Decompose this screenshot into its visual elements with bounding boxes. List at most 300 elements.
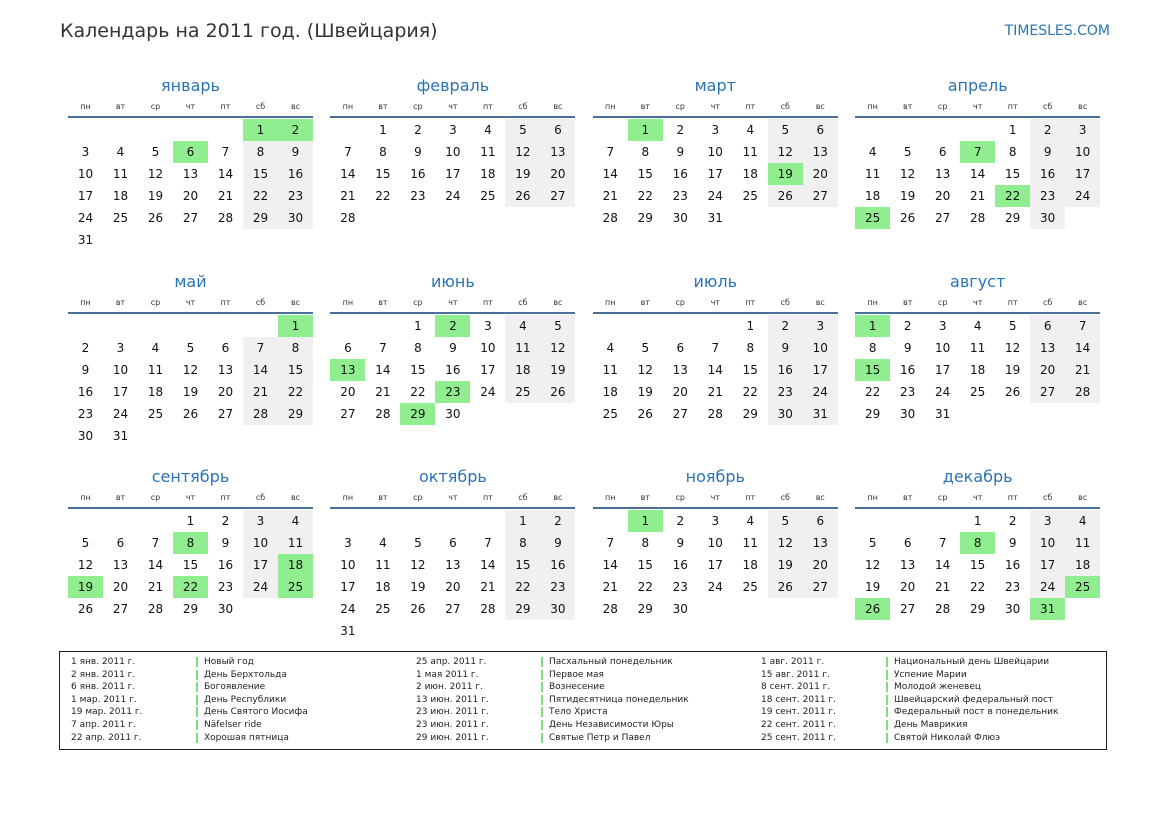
- day-cell: 23: [768, 381, 803, 403]
- day-cell: 2: [1030, 119, 1065, 141]
- weekday-label: пн: [867, 102, 878, 111]
- weekday-label: пн: [342, 297, 354, 307]
- empty-cell: [890, 119, 925, 141]
- weekday-header: [68, 491, 313, 505]
- holiday-day-cell: 25: [855, 207, 890, 229]
- month-block: [68, 75, 313, 271]
- day-cell: 31: [707, 211, 723, 225]
- day-cell: 30: [900, 406, 916, 421]
- holiday-marker: [886, 695, 888, 705]
- empty-cell: [593, 119, 628, 141]
- holiday-name: День Независимости Юры: [549, 719, 674, 730]
- holiday-marker: [196, 733, 198, 743]
- day-cell: 15: [742, 362, 758, 377]
- day-cell: 13: [112, 558, 129, 572]
- day-cell: 29: [1005, 211, 1021, 225]
- day-cell: 21: [480, 580, 496, 594]
- weekday-label: чт: [185, 297, 196, 307]
- weekday-label: пн: [80, 102, 91, 111]
- header-divider: [68, 116, 313, 118]
- legend-item: [416, 706, 761, 719]
- header-divider: [593, 312, 838, 314]
- day-cell: 24: [445, 189, 461, 203]
- day-cell: 21: [970, 189, 986, 203]
- day-cell: 31: [340, 624, 356, 638]
- day-cell: 10: [112, 362, 129, 377]
- day-cell: 12: [768, 141, 803, 163]
- holiday-date: 1 мая 2011 г.: [416, 669, 479, 680]
- day-cell: 21: [340, 189, 356, 203]
- holiday-name: Успение Марии: [894, 669, 967, 680]
- day-cell: 17: [340, 580, 356, 594]
- day-cell: 27: [340, 406, 356, 421]
- day-cell: 19: [865, 580, 881, 594]
- day-cell: 30: [1030, 207, 1065, 229]
- weekday-label: пн: [867, 297, 878, 307]
- holiday-marker: [886, 682, 888, 692]
- day-cell: 17: [803, 359, 838, 381]
- day-cell: 8: [641, 536, 650, 550]
- holiday-day-cell: 31: [1030, 598, 1065, 620]
- holiday-date: 13 июн. 2011 г.: [416, 694, 489, 705]
- day-cell: 14: [217, 167, 234, 181]
- holiday-name: Молодой женевец: [894, 682, 982, 693]
- month-block: [68, 271, 313, 467]
- month-block: [855, 271, 1100, 467]
- day-cell: 22: [410, 384, 426, 399]
- days-grid: [330, 119, 575, 229]
- day-cell: 21: [707, 384, 723, 399]
- empty-cell: [470, 510, 505, 532]
- day-cell: 5: [151, 145, 160, 159]
- day-cell: 9: [278, 141, 313, 163]
- month-name: декабрь: [942, 467, 1013, 486]
- header-divider: [330, 116, 575, 118]
- holiday-day-cell: 18: [278, 554, 313, 576]
- day-cell: 10: [707, 145, 723, 159]
- weekday-label: пн: [342, 493, 354, 502]
- weekday-header: [330, 296, 575, 310]
- day-cell: 13: [803, 532, 838, 554]
- holiday-day-cell: 1: [628, 119, 663, 141]
- holiday-marker: [196, 707, 198, 717]
- day-cell: 26: [410, 602, 426, 616]
- legend-item: [71, 681, 416, 694]
- day-cell: 29: [637, 602, 653, 616]
- day-cell: 24: [112, 406, 129, 421]
- day-cell: 24: [1065, 185, 1100, 207]
- day-cell: 22: [742, 384, 758, 399]
- header-divider: [593, 507, 838, 509]
- day-cell: 10: [1065, 141, 1100, 163]
- holiday-marker: [196, 657, 198, 667]
- day-cell: 13: [803, 141, 838, 163]
- day-cell: 6: [676, 340, 685, 355]
- day-cell: 8: [746, 340, 755, 355]
- holiday-date: 25 апр. 2011 г.: [416, 657, 487, 667]
- day-cell: 27: [182, 211, 199, 225]
- weekday-label: вт: [378, 493, 388, 502]
- day-cell: 20: [340, 384, 356, 399]
- weekday-header: [593, 296, 838, 310]
- day-cell: 15: [970, 558, 986, 572]
- day-cell: 5: [81, 536, 90, 550]
- month-block: [855, 466, 1100, 662]
- day-cell: 12: [637, 362, 653, 377]
- day-cell: 3: [938, 318, 947, 333]
- weekday-label: вт: [115, 102, 126, 111]
- day-cell: 15: [278, 359, 313, 381]
- header-divider: [855, 507, 1100, 509]
- day-cell: 5: [768, 119, 803, 141]
- empty-cell: [103, 510, 138, 532]
- day-cell: 30: [217, 602, 234, 616]
- day-cell: 23: [410, 189, 426, 203]
- weekday-label: вт: [115, 493, 126, 502]
- day-cell: 20: [112, 580, 129, 594]
- day-cell: 21: [217, 189, 234, 203]
- holiday-marker: [541, 733, 543, 743]
- day-cell: 26: [147, 211, 164, 225]
- weekday-label: сб: [255, 297, 266, 307]
- month-name: январь: [161, 76, 220, 95]
- day-cell: 22: [375, 189, 391, 203]
- day-cell: 2: [676, 514, 685, 528]
- day-cell: 7: [1065, 315, 1100, 337]
- day-cell: 27: [112, 602, 129, 616]
- weekday-label: вс: [1078, 493, 1088, 502]
- holiday-day-cell: 7: [960, 141, 995, 163]
- day-cell: 15: [182, 558, 199, 572]
- day-cell: 1: [186, 514, 195, 528]
- legend-item: [416, 719, 761, 732]
- holiday-marker: [886, 657, 888, 667]
- holiday-date: 23 июн. 2011 г.: [416, 707, 489, 718]
- day-cell: 13: [672, 362, 688, 377]
- day-cell: 27: [445, 602, 461, 616]
- day-cell: 31: [935, 406, 951, 421]
- holiday-day-cell: 19: [768, 163, 803, 185]
- holiday-date: 15 авг. 2011 г.: [761, 669, 830, 680]
- day-cell: 29: [865, 406, 881, 421]
- day-cell: 4: [746, 514, 755, 528]
- day-cell: 11: [742, 145, 758, 159]
- day-cell: 2: [540, 510, 575, 532]
- holiday-day-cell: 1: [855, 315, 890, 337]
- day-cell: 20: [445, 580, 461, 594]
- day-cell: 15: [637, 167, 653, 181]
- day-cell: 24: [340, 602, 356, 616]
- weekday-label: пт: [220, 102, 231, 111]
- weekday-label: ср: [150, 493, 161, 502]
- day-cell: 17: [112, 384, 129, 399]
- day-cell: 21: [602, 580, 618, 594]
- days-grid: [330, 315, 575, 425]
- day-cell: 26: [637, 406, 653, 421]
- day-cell: 4: [151, 340, 160, 355]
- weekday-label: чт: [448, 297, 458, 307]
- weekday-label: ср: [675, 493, 686, 502]
- days-grid: [855, 510, 1100, 620]
- holiday-day-cell: 1: [278, 315, 313, 337]
- day-cell: 25: [742, 189, 758, 203]
- month-block: [68, 466, 313, 662]
- day-cell: 24: [803, 381, 838, 403]
- weekday-header: [593, 491, 838, 505]
- weekday-label: пт: [482, 297, 493, 307]
- day-cell: 1: [746, 318, 755, 333]
- month-name: февраль: [416, 76, 490, 95]
- day-cell: 2: [903, 318, 912, 333]
- holiday-name: День Республики: [204, 694, 287, 705]
- day-cell: 29: [182, 602, 199, 616]
- day-cell: 17: [445, 167, 461, 181]
- day-cell: 29: [742, 406, 758, 421]
- empty-cell: [173, 119, 208, 141]
- day-cell: 27: [672, 406, 688, 421]
- day-cell: 4: [868, 145, 877, 159]
- day-cell: 24: [480, 384, 496, 399]
- weekday-label: пт: [745, 493, 756, 502]
- day-cell: 18: [742, 558, 758, 572]
- day-cell: 17: [707, 558, 723, 572]
- days-grid: [68, 119, 313, 251]
- day-cell: 5: [505, 119, 540, 141]
- day-cell: 4: [505, 315, 540, 337]
- holiday-date: 1 янв. 2011 г.: [71, 657, 136, 667]
- day-cell: 22: [970, 580, 986, 594]
- holiday-name: Новый год: [204, 657, 254, 667]
- day-cell: 16: [410, 167, 426, 181]
- day-cell: 9: [1030, 141, 1065, 163]
- day-cell: 26: [540, 381, 575, 403]
- day-cell: 18: [147, 384, 164, 399]
- holiday-name: Федеральный пост в понедельник: [894, 707, 1059, 718]
- day-cell: 29: [637, 211, 653, 225]
- day-cell: 8: [505, 532, 540, 554]
- day-cell: 21: [1065, 359, 1100, 381]
- day-cell: 5: [641, 340, 650, 355]
- day-cell: 28: [243, 403, 278, 425]
- holiday-date: 7 апр. 2011 г.: [71, 719, 136, 730]
- day-cell: 11: [865, 167, 881, 181]
- weekday-label: вс: [290, 102, 301, 111]
- day-cell: 6: [540, 119, 575, 141]
- holiday-day-cell: 23: [435, 381, 470, 403]
- day-cell: 24: [1030, 576, 1065, 598]
- holiday-day-cell: 1: [628, 510, 663, 532]
- legend-item: [416, 669, 761, 682]
- weekday-header: [330, 491, 575, 505]
- day-cell: 2: [414, 123, 422, 137]
- day-cell: 16: [768, 359, 803, 381]
- site-link[interactable]: TIMESLES.COM: [1004, 23, 1110, 39]
- holiday-name: День Маврикия: [894, 719, 968, 730]
- legend-column: [761, 656, 1106, 749]
- weekday-header: [855, 100, 1100, 114]
- day-cell: 8: [641, 145, 650, 159]
- day-cell: 16: [540, 554, 575, 576]
- weekday-label: пн: [605, 102, 616, 111]
- day-cell: 23: [217, 580, 234, 594]
- days-grid: [68, 510, 313, 620]
- holiday-date: 8 сент. 2011 г.: [761, 682, 831, 693]
- day-cell: 26: [77, 602, 94, 616]
- day-cell: 9: [449, 340, 457, 355]
- day-cell: 26: [768, 576, 803, 598]
- weekday-label: ср: [150, 102, 161, 111]
- day-cell: 10: [340, 558, 356, 572]
- legend-item: [71, 669, 416, 682]
- day-cell: 14: [340, 167, 356, 181]
- legend-item: [71, 706, 416, 719]
- weekday-label: сб: [780, 297, 790, 307]
- day-cell: 17: [1030, 554, 1065, 576]
- day-cell: 20: [540, 163, 575, 185]
- empty-cell: [925, 510, 960, 532]
- holiday-date: 19 сент. 2011 г.: [761, 707, 837, 718]
- day-cell: 15: [375, 167, 391, 181]
- day-cell: 12: [147, 167, 164, 181]
- legend-item: [761, 681, 1106, 694]
- day-cell: 5: [768, 510, 803, 532]
- weekday-label: пн: [80, 493, 91, 502]
- day-cell: 12: [410, 558, 426, 572]
- holiday-name: Näfelser ride: [204, 719, 262, 730]
- day-cell: 1: [505, 510, 540, 532]
- day-cell: 5: [186, 340, 195, 355]
- holiday-name: Швейцарский федеральный пост: [894, 694, 1054, 705]
- day-cell: 14: [935, 558, 951, 572]
- day-cell: 14: [707, 362, 723, 377]
- day-cell: 10: [480, 340, 496, 355]
- day-cell: 7: [606, 145, 615, 159]
- day-cell: 3: [116, 340, 125, 355]
- empty-cell: [103, 119, 138, 141]
- day-cell: 14: [602, 167, 618, 181]
- day-cell: 28: [375, 406, 391, 421]
- holiday-marker: [196, 682, 198, 692]
- day-cell: 10: [1030, 532, 1065, 554]
- day-cell: 6: [1030, 315, 1065, 337]
- day-cell: 1: [973, 514, 982, 528]
- holiday-name: День Святого Иосифа: [204, 707, 308, 718]
- holiday-date: 1 авг. 2011 г.: [761, 657, 825, 667]
- day-cell: 29: [278, 403, 313, 425]
- day-cell: 29: [505, 598, 540, 620]
- day-cell: 9: [903, 340, 912, 355]
- days-grid: [593, 510, 838, 620]
- empty-cell: [400, 510, 435, 532]
- day-cell: 16: [1030, 163, 1065, 185]
- day-cell: 26: [1005, 384, 1021, 399]
- empty-cell: [960, 119, 995, 141]
- legend-item: [71, 732, 416, 745]
- legend-item: [416, 694, 761, 707]
- empty-cell: [330, 119, 365, 141]
- header-divider: [593, 116, 838, 118]
- weekday-label: сб: [518, 297, 528, 307]
- day-cell: 23: [900, 384, 916, 399]
- day-cell: 24: [77, 211, 94, 225]
- day-cell: 13: [900, 558, 916, 572]
- day-cell: 6: [903, 536, 912, 550]
- weekday-label: вс: [1078, 102, 1088, 111]
- empty-cell: [330, 510, 365, 532]
- month-block: [593, 271, 838, 467]
- day-cell: 9: [676, 536, 685, 550]
- month-name: август: [950, 271, 1006, 291]
- day-cell: 16: [77, 384, 94, 399]
- holiday-marker: [196, 720, 198, 730]
- day-cell: 17: [480, 362, 496, 377]
- day-cell: 14: [1065, 337, 1100, 359]
- day-cell: 30: [278, 207, 313, 229]
- day-cell: 6: [938, 145, 947, 159]
- weekday-label: чт: [710, 102, 720, 111]
- empty-cell: [138, 315, 173, 337]
- day-cell: 10: [803, 337, 838, 359]
- day-cell: 4: [484, 123, 492, 137]
- day-cell: 12: [182, 362, 199, 377]
- day-cell: 24: [243, 576, 278, 598]
- weekday-label: пт: [482, 102, 493, 111]
- day-cell: 23: [672, 580, 688, 594]
- weekday-label: чт: [448, 493, 458, 502]
- day-cell: 20: [935, 189, 951, 203]
- weekday-label: чт: [972, 297, 983, 307]
- day-cell: 7: [711, 340, 720, 355]
- day-cell: 27: [803, 185, 838, 207]
- holiday-day-cell: 15: [855, 359, 890, 381]
- month-name: апрель: [947, 76, 1008, 95]
- day-cell: 19: [410, 580, 426, 594]
- holiday-date: 23 июн. 2011 г.: [416, 719, 489, 730]
- weekday-label: вс: [1078, 297, 1088, 307]
- day-cell: 10: [243, 532, 278, 554]
- day-cell: 12: [505, 141, 540, 163]
- day-cell: 25: [375, 602, 391, 616]
- weekday-label: ср: [413, 102, 423, 111]
- weekday-label: чт: [710, 297, 720, 307]
- day-cell: 23: [672, 189, 688, 203]
- weekday-label: чт: [448, 102, 458, 111]
- empty-cell: [925, 119, 960, 141]
- weekday-label: чт: [972, 102, 983, 111]
- month-block: [593, 466, 838, 662]
- holiday-marker: [886, 733, 888, 743]
- day-cell: 4: [746, 123, 755, 137]
- day-cell: 18: [742, 167, 758, 181]
- empty-cell: [330, 315, 365, 337]
- empty-cell: [138, 119, 173, 141]
- day-cell: 17: [707, 167, 723, 181]
- holiday-date: 22 апр. 2011 г.: [71, 732, 142, 743]
- weekday-label: пт: [1007, 297, 1018, 307]
- day-cell: 15: [1005, 167, 1021, 181]
- day-cell: 10: [445, 145, 461, 159]
- month-block: [855, 75, 1100, 271]
- legend-item: [761, 706, 1106, 719]
- holiday-day-cell: 6: [173, 141, 208, 163]
- days-grid: [855, 119, 1100, 229]
- day-cell: 20: [1030, 359, 1065, 381]
- days-grid: [330, 510, 575, 642]
- holiday-name: Святые Петр и Павел: [549, 732, 651, 743]
- holiday-marker: [541, 670, 543, 680]
- day-cell: 25: [112, 211, 129, 225]
- weekday-label: сб: [780, 102, 790, 111]
